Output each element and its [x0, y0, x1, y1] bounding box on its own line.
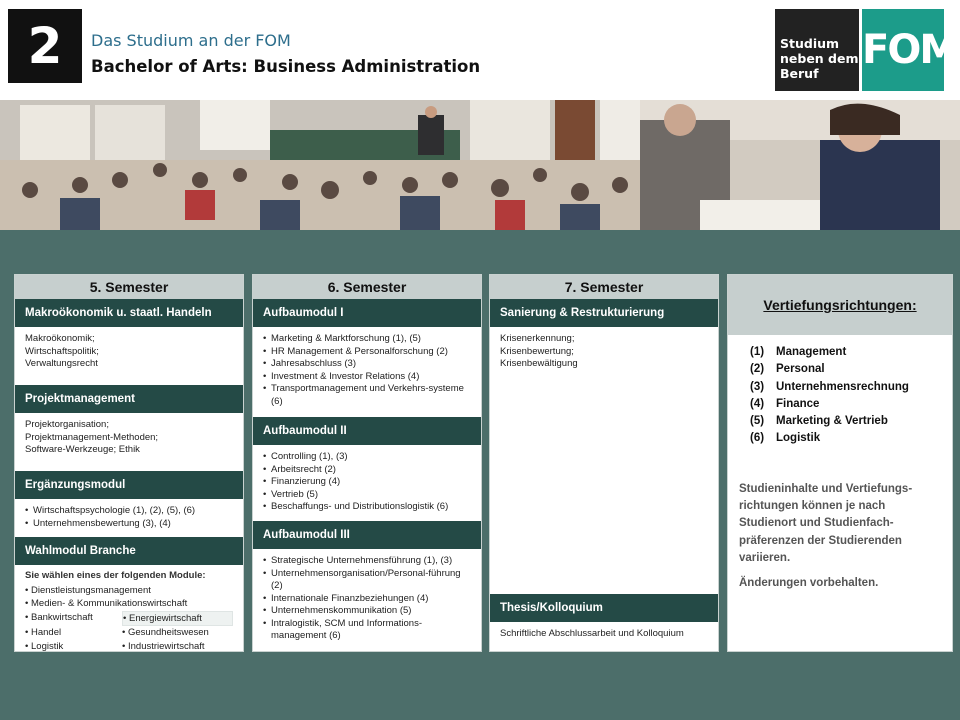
list-item: • Unternehmensbewertung (3), (4) — [25, 518, 233, 531]
module-aufbau2-body — [253, 445, 481, 521]
list-item — [750, 430, 952, 447]
vertiefung-title: Vertiefungsrichtungen: — [728, 275, 952, 335]
item-number: (2) — [750, 363, 765, 376]
list-item: • Marketing & Marktforschung (1), (5) — [263, 333, 471, 346]
module-aufbau3-body — [253, 549, 481, 647]
module-line: Projektorganisation; — [25, 419, 109, 430]
list-item: • Bankwirtschaft — [25, 611, 122, 627]
list-item: • Investment & Investor Relations (4) — [263, 371, 471, 384]
list-item — [750, 413, 952, 430]
item-label: Unternehmensrechnung — [776, 380, 909, 393]
list-item: • Wirtschaftspsychologie (1), (2), (5), (6) — [25, 505, 233, 518]
module-line: Krisenbewertung; — [500, 345, 574, 357]
studium-logo: Studium neben dem Beruf — [775, 9, 859, 91]
list-item: • HR Management & Personalforschung (2) — [263, 346, 471, 359]
header — [0, 0, 960, 100]
module-sanierung-body — [490, 327, 718, 594]
module-sanierung-title: Sanierung & Restrukturierung — [490, 299, 718, 327]
list-item: • Strategische Unternehmensführung (1), (3) — [263, 555, 471, 568]
module-aufbau2-title: Aufbaumodul II — [253, 417, 481, 445]
list-item: • Intralogistik, SCM und Informations-management (6) — [263, 618, 471, 643]
item-label: Logistik — [776, 432, 821, 445]
vertiefung-panel — [727, 274, 953, 652]
module-makrooekonomik-body — [15, 327, 243, 385]
list-item: • Jahresabschluss (3) — [263, 358, 471, 371]
list-item: • Unternehmensorganisation/Personal-führung (2) — [263, 568, 471, 593]
semester6-title: 6. Semester — [253, 275, 481, 299]
list-item: • Energiewirtschaft — [122, 611, 233, 627]
list-item: • Arbeitsrecht (2) — [263, 464, 471, 477]
list-item: • Transportmanagement und Verkehrs-systeme (6) — [263, 383, 471, 408]
semester6-column — [252, 274, 482, 652]
semester5-column — [14, 274, 244, 652]
vertiefung-disclaimer: Änderungen vorbehalten. — [739, 577, 879, 590]
item-label: Marketing & Vertrieb — [776, 415, 888, 428]
list-item — [750, 396, 952, 413]
item-number: (5) — [750, 415, 765, 428]
fom-logo: FOM — [862, 9, 944, 91]
module-line: Verwaltungsrecht — [25, 358, 98, 369]
chapter-number: 2 — [8, 9, 82, 83]
list-item: • Unternehmenskommunikation (5) — [263, 605, 471, 618]
list-item: • Medien- & Kommunikationswirtschaft — [25, 597, 233, 611]
list-item: • Logistik — [25, 640, 122, 654]
module-line: Krisenerkennung; — [500, 333, 575, 344]
module-line: Software-Werkzeuge; Ethik — [25, 444, 140, 455]
module-line: Wirtschaftspolitik; — [25, 345, 99, 357]
module-ergaenzung-body — [15, 499, 243, 537]
item-number: (4) — [750, 397, 765, 410]
item-number: (6) — [750, 432, 765, 445]
module-thesis-body — [490, 622, 718, 647]
module-projektmanagement-body — [15, 413, 243, 471]
vertiefung-note: Studieninhalte und Vertiefungs-richtungen können je nach Studienort und Studienfach-präferenzen der Studierenden variieren. — [739, 482, 913, 564]
list-item: • Controlling (1), (3) — [263, 451, 471, 464]
item-label: Management — [776, 346, 847, 358]
semester5-title: 5. Semester — [15, 275, 243, 299]
module-wahlmodul-body — [15, 565, 243, 654]
module-ergaenzung-title: Ergänzungsmodul — [15, 471, 243, 499]
list-item — [750, 379, 952, 396]
module-line: Projektmanagement-Methoden; — [25, 431, 159, 443]
module-thesis-title: Thesis/Kolloquium — [490, 594, 718, 622]
item-label: Personal — [776, 363, 825, 376]
semester7-column — [489, 274, 719, 652]
header-subtitle: Das Studium an der FOM — [91, 31, 291, 50]
list-item: • Beschaffungs- und Distributionslogistik (6) — [263, 501, 471, 514]
list-item: • Dienstleistungsmanagement — [25, 584, 233, 598]
module-line: Krisenbewältigung — [500, 358, 578, 369]
item-number: (1) — [750, 346, 765, 358]
module-projektmanagement-title: Projektmanagement — [15, 385, 243, 413]
module-aufbau3-title: Aufbaumodul III — [253, 521, 481, 549]
module-aufbau1-body — [253, 327, 481, 417]
list-item: • Gesundheitswesen — [122, 626, 233, 640]
vertiefung-list — [728, 335, 952, 448]
module-makrooekonomik-title: Makroökonomik u. staatl. Handeln — [15, 299, 243, 327]
list-item — [750, 361, 952, 378]
list-item: • Finanzierung (4) — [263, 476, 471, 489]
list-item — [750, 344, 952, 361]
list-item: • Industriewirtschaft — [122, 640, 233, 654]
module-aufbau1-title: Aufbaumodul I — [253, 299, 481, 327]
module-wahlmodul-title: Wahlmodul Branche — [15, 537, 243, 565]
item-number: (3) — [750, 380, 765, 393]
list-item: • Vertrieb (5) — [263, 489, 471, 502]
wahlmodul-intro: Sie wählen eines der folgenden Module: — [25, 570, 206, 581]
list-item: • Internationale Finanzbeziehungen (4) — [263, 593, 471, 606]
module-line: Schriftliche Abschlussarbeit und Kolloquium — [500, 628, 684, 639]
page-title: Bachelor of Arts: Business Administration — [91, 57, 481, 76]
classroom-photo — [0, 100, 960, 230]
semester7-title: 7. Semester — [490, 275, 718, 299]
module-line: Makroökonomik; — [25, 333, 95, 344]
item-label: Finance — [776, 397, 820, 410]
list-item: • Handel — [25, 626, 122, 640]
